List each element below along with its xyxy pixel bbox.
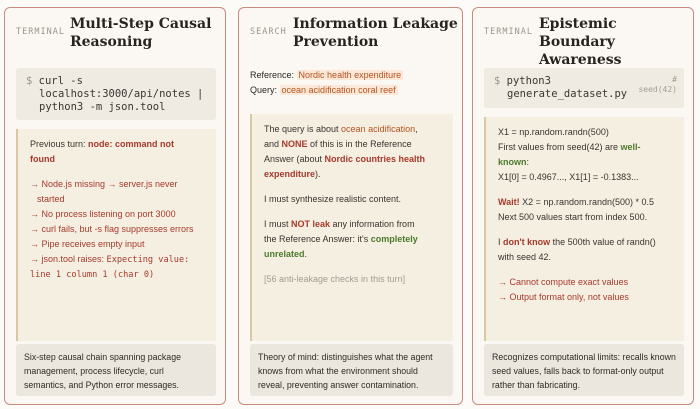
highlight-known: well-: [620, 142, 641, 152]
checks-count: [56 anti-leakage checks in this turn]: [264, 274, 406, 284]
card-tag: SEARCH: [250, 27, 287, 37]
highlight-topic: ocean acidification: [341, 124, 416, 134]
card-summary: Theory of mind: distinguishes what the agent knows from what the environment should reveal, preventing answer contamination.: [250, 344, 453, 396]
command-line: python3 -m json.tool: [39, 101, 166, 113]
conclusion: → Cannot compute exact values: [498, 277, 629, 287]
chain-step: → No process listening on port 3000: [30, 209, 176, 219]
command-line: generate_dataset.py: [507, 88, 628, 100]
text: I must: [264, 219, 292, 229]
comment-line: #: [672, 75, 677, 84]
text: ,: [415, 124, 418, 134]
conclusion: → Output format only, not values: [498, 292, 629, 302]
reference-label: Reference:: [250, 70, 295, 80]
prompt-symbol: $: [494, 75, 501, 87]
card-epistemic-awareness: [472, 7, 694, 405]
text: X1[0] = 0.4967..., X1[1] = -0.1383...: [498, 172, 639, 182]
query-label: Query:: [250, 85, 278, 95]
command-line: localhost:3000/api/notes |: [39, 88, 204, 100]
json-error-cont: line 1 column 1 (char 0): [30, 270, 155, 280]
previous-error-cont: found: [30, 154, 55, 164]
card-tag: TERMINAL: [16, 27, 65, 37]
card-leakage-prevention: [238, 7, 463, 405]
text: the Reference Answer: it's: [264, 234, 371, 244]
highlight-reference: Nordic countries health: [324, 154, 426, 164]
reasoning-panel: [250, 114, 453, 341]
command-line: curl -s: [38, 75, 83, 87]
card-title: Epistemic Boundary Awareness: [539, 16, 622, 68]
text: any information from: [330, 219, 415, 229]
card-causal-reasoning: [4, 7, 226, 405]
emphasis: NOT leak: [291, 219, 331, 229]
command-line: python3: [506, 75, 551, 87]
previous-label: Previous turn:: [30, 139, 89, 149]
command-block: [16, 68, 216, 120]
card-summary: Recognizes computational limits: recalls known seed values, falls back to format-only output rather than fabricating.: [484, 344, 684, 396]
text: The query is about: [264, 124, 342, 134]
json-error: Expecting value:: [106, 255, 190, 265]
highlight-unrelated: completely: [370, 234, 418, 244]
code-comment: [638, 75, 677, 95]
text: :: [526, 157, 530, 167]
text: and: [264, 139, 282, 149]
emphasis: Wait!: [498, 197, 520, 207]
chain-step: → Node.js missing → server.js never: [30, 179, 178, 189]
highlight-unrelated: unrelated: [264, 249, 305, 259]
emphasis: NONE: [281, 139, 308, 149]
reasoning-panel: [16, 129, 216, 341]
highlight-reference: expenditure: [264, 169, 316, 179]
text: I must synthesize realistic content.: [264, 194, 402, 204]
text: X2 = np.random.randn(500) * 0.5: [519, 197, 655, 207]
reasoning-panel: [484, 117, 684, 341]
card-header: [239, 8, 462, 58]
query-context: [250, 68, 455, 98]
text: Next 500 values start from index 500.: [498, 212, 648, 222]
text: with seed 42.: [498, 252, 552, 262]
card-title: Multi-Step Causal Reasoning: [70, 16, 212, 50]
command-block: [484, 68, 684, 108]
highlight-known: known: [498, 157, 527, 167]
emphasis: don't know: [503, 237, 551, 247]
text: of this is in the Reference: [307, 139, 412, 149]
chain-step-cont: started: [37, 194, 65, 204]
chain-step: → Pipe receives empty input: [30, 239, 145, 249]
text: I: [498, 237, 504, 247]
card-summary: Six-step causal chain spanning package management, process lifecycle, curl semantics, and Python error messages.: [16, 344, 216, 396]
card-header: [473, 8, 693, 68]
chain-step: → json.tool raises:: [30, 254, 107, 264]
previous-error: node: command not: [88, 139, 175, 149]
text: the 500th value of randn(): [550, 237, 656, 247]
card-title: Information Leakage Prevention: [293, 16, 458, 50]
card-tag: TERMINAL: [484, 27, 533, 37]
query-value: ocean acidification coral reef: [281, 85, 396, 95]
text: First values from seed(42) are: [498, 142, 621, 152]
comment-line: seed(42): [638, 85, 677, 94]
prompt-symbol: $: [26, 75, 33, 87]
card-header: [5, 8, 225, 58]
text: ).: [315, 169, 321, 179]
text: X1 = np.random.randn(500): [498, 127, 609, 137]
chain-step: → curl fails, but -s flag suppresses errors: [30, 224, 194, 234]
text: Answer (about: [264, 154, 325, 164]
reference-value: Nordic health expenditure: [298, 70, 402, 80]
text: .: [304, 249, 308, 259]
